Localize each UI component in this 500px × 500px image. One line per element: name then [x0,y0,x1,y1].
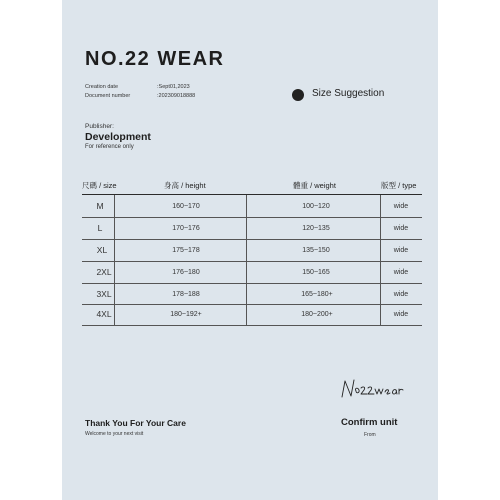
height-cell: 170~176 [172,225,200,232]
weight-cell: 100~120 [302,203,330,210]
header-type: 版型 / type [381,181,417,190]
row-divider [82,325,422,326]
height-cell: 176~180 [172,269,200,276]
welcome-text: Welcome to your next visit [85,431,144,437]
weight-cell: 150~165 [302,269,330,276]
signature-logo-icon [339,375,411,403]
from-label: From [364,432,376,438]
size-cell: 2XL [96,267,112,277]
header-weight: 體重 / weight [293,181,336,190]
publisher-note: For reference only [85,144,134,150]
type-cell: wide [393,225,409,232]
column-divider [246,195,247,325]
weight-cell: 120~135 [302,225,330,232]
row-divider [82,261,422,262]
header-size: 尺碼 / size [82,181,117,190]
header-height: 身高 / height [164,181,206,190]
publisher-name: Development [85,131,151,143]
brand-title: NO.22 WEAR [85,48,225,70]
type-cell: wide [393,291,409,298]
row-divider [82,304,422,305]
type-cell: wide [393,311,409,318]
height-cell: 178~188 [172,291,200,298]
size-cell: 3XL [96,289,112,299]
row-divider [82,283,422,284]
creation-date-value: :Sept01,2023 [157,84,190,90]
bullet-dot-icon [292,89,304,101]
type-cell: wide [393,247,409,254]
row-divider [82,239,422,240]
thank-you-text: Thank You For Your Care [85,418,186,428]
height-cell: 180~192+ [170,311,202,318]
column-divider [380,195,381,325]
column-divider [114,195,115,325]
type-cell: wide [393,269,409,276]
size-cell: M [96,201,104,211]
weight-cell: 180~200+ [301,311,333,318]
size-suggestion-label: Size Suggestion [312,88,385,99]
header-divider [82,194,422,195]
size-cell: L [97,223,103,233]
publisher-label: Publisher: [85,123,114,130]
weight-cell: 135~150 [302,247,330,254]
height-cell: 160~170 [172,203,200,210]
size-cell: 4XL [96,309,112,319]
weight-cell: 165~180+ [301,291,333,298]
confirm-unit-label: Confirm unit [341,417,398,428]
height-cell: 175~178 [172,247,200,254]
document-number-value: :202309018888 [157,93,196,99]
type-cell: wide [393,203,409,210]
document-number-label: Document number [85,93,131,99]
creation-date-label: Creation date [85,84,119,90]
row-divider [82,217,422,218]
size-cell: XL [96,245,108,255]
